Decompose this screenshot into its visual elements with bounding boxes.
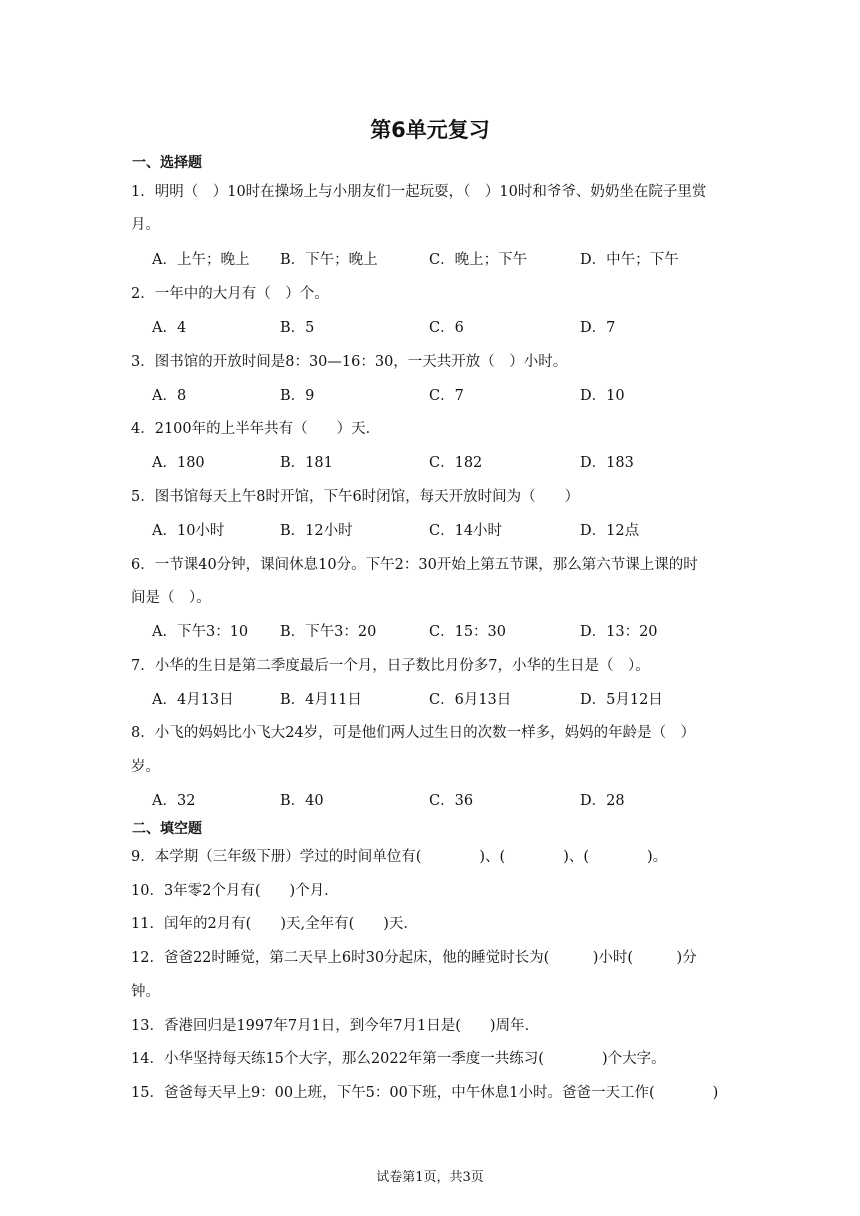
question-5: 5．图书馆每天上午8时开馆，下午6时闭馆，每天开放时间为（ ）	[131, 489, 580, 505]
question-2-options	[152, 316, 752, 336]
question-12-line-2: 钟。	[131, 984, 160, 1000]
option-d: D．183	[580, 455, 634, 471]
question-11: 11．闰年的2月有( )天,全年有( )天．	[131, 916, 418, 932]
question-7-options	[152, 688, 752, 708]
option-c: C．6	[429, 320, 464, 336]
option-b: B．9	[280, 388, 315, 404]
question-1-options	[152, 248, 752, 268]
option-d: D．12点	[580, 523, 640, 539]
question-6-line-2: 间是（ ）。	[131, 590, 211, 606]
option-a: A．上午；晚上	[152, 252, 250, 268]
option-b: B．4月11日	[280, 692, 362, 708]
option-d: D．13：20	[580, 624, 658, 640]
option-c: C．14小时	[429, 523, 503, 539]
question-1-line-1: 1．明明（ ）10时在操场上与小朋友们一起玩耍，（ ）10时和爷爷、奶奶坐在院子里赏	[131, 184, 707, 200]
option-d: D．28	[580, 793, 625, 809]
question-6-options	[152, 620, 752, 640]
option-b: B．5	[280, 320, 315, 336]
option-b: B．40	[280, 793, 324, 809]
question-1-line-2: 月。	[131, 217, 160, 233]
section-heading-choice: 一、选择题	[132, 155, 202, 171]
question-10: 10．3年零2个月有( )个月．	[131, 883, 339, 899]
question-8-line-2: 岁。	[131, 759, 160, 775]
question-6-line-1: 6．一节课40分钟，课间休息10分。下午2：30开始上第五节课，那么第六节课上课的时	[131, 557, 698, 573]
question-3: 3．图书馆的开放时间是8：30—16：30，一天共开放（ ）小时。	[131, 354, 568, 370]
section-heading-fill: 二、填空题	[132, 821, 202, 837]
option-a: A．32	[152, 793, 196, 809]
option-d: D．7	[580, 320, 616, 336]
question-9: 9．本学期（三年级下册）学过的时间单位有( )、( )、( )。	[131, 849, 668, 865]
question-2: 2．一年中的大月有（ ）个。	[131, 286, 329, 302]
question-4: 4．2100年的上半年共有（ ）天．	[131, 421, 381, 437]
option-a: A．4月13日	[152, 692, 234, 708]
option-b: B．下午3：20	[280, 624, 377, 640]
page-title: 第6单元复习	[370, 118, 490, 142]
question-8-options	[152, 789, 752, 809]
option-c: C．15：30	[429, 624, 506, 640]
option-b: B．181	[280, 455, 333, 471]
option-a: A．8	[152, 388, 187, 404]
page-footer: 试卷第1页，共3页	[376, 1170, 484, 1185]
option-b: B．下午；晚上	[280, 252, 378, 268]
option-a: A．180	[152, 455, 205, 471]
option-c: C．36	[429, 793, 474, 809]
question-5-options	[152, 519, 752, 539]
option-a: A．下午3：10	[152, 624, 249, 640]
question-12-line-1: 12．爸爸22时睡觉，第二天早上6时30分起床，他的睡觉时长为( )小时( )分	[131, 950, 697, 966]
question-14: 14．小华坚持每天练15个大字，那么2022年第一季度一共练习( )个大字。	[131, 1051, 666, 1067]
option-b: B．12小时	[280, 523, 353, 539]
question-8-line-1: 8．小飞的妈妈比小飞大24岁，可是他们两人过生日的次数一样多，妈妈的年龄是（ ）	[131, 725, 696, 741]
option-c: C．7	[429, 388, 464, 404]
question-15: 15．爸爸每天早上9：00上班，下午5：00下班，中午休息1小时。爸爸一天工作( )	[131, 1085, 719, 1101]
question-3-options	[152, 384, 752, 404]
option-d: D．中午；下午	[580, 252, 679, 268]
option-c: C．182	[429, 455, 483, 471]
option-a: A．4	[152, 320, 187, 336]
option-d: D．5月12日	[580, 692, 663, 708]
option-c: C．晚上；下午	[429, 252, 528, 268]
question-7: 7．小华的生日是第二季度最后一个月，日子数比月份多7，小华的生日是（ ）。	[131, 658, 650, 674]
option-d: D．10	[580, 388, 625, 404]
question-4-options	[152, 451, 752, 471]
option-c: C．6月13日	[429, 692, 512, 708]
option-a: A．10小时	[152, 523, 225, 539]
question-13: 13．香港回归是1997年7月1日，到今年7月1日是( )周年．	[131, 1018, 540, 1034]
